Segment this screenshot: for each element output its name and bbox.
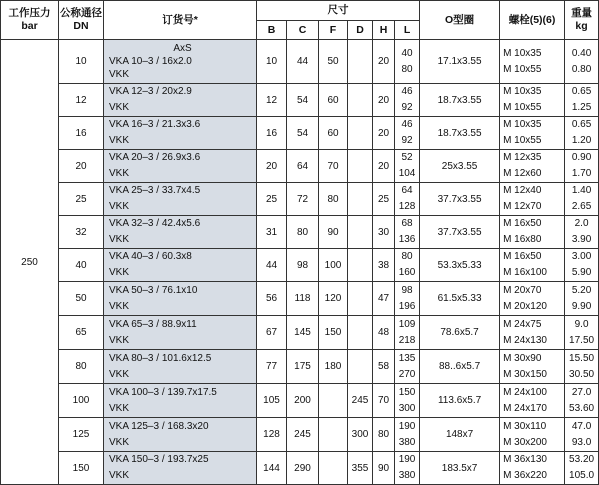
dim-f-value: 80: [319, 183, 348, 216]
table-row: [1, 183, 599, 216]
dim-c-value: 245: [287, 418, 319, 452]
weight-header: 重量 kg: [565, 1, 599, 40]
oring-value: 25x3.55: [420, 150, 500, 183]
oring-header: O型圈: [420, 1, 500, 40]
dim-l-value: [395, 216, 420, 249]
bolt-vkk: M 24x130: [503, 334, 547, 346]
weight-vka: 0.65: [571, 119, 592, 130]
order-vka: VKA 32–3 / 42.4x5.6: [109, 218, 201, 229]
dn-value: 12: [59, 84, 104, 117]
dim-l-vkk: 136: [398, 234, 416, 245]
bolt-vka: M 10x35: [503, 47, 542, 59]
order-number-cell: [104, 117, 257, 150]
weight-vka: 0.40: [571, 47, 592, 59]
oring-value: 88..6x5.7: [420, 350, 500, 384]
dim-c-value: 54: [287, 117, 319, 150]
order-number-header: 订货号*: [104, 1, 257, 40]
bolt-vkk: M 16x100: [503, 267, 547, 278]
dim-b-value: 77: [257, 350, 287, 384]
bolt-vka: M 24x75: [503, 318, 542, 330]
table-body: [1, 40, 599, 485]
order-vkk: VKK: [109, 267, 130, 278]
dim-l-vka: 68: [401, 218, 413, 229]
dim-c-value: 175: [287, 350, 319, 384]
weight-vkk: 1.70: [571, 168, 592, 179]
dim-l-vkk: 128: [398, 201, 416, 212]
weight-value: [565, 452, 599, 485]
dim-b-value: 12: [257, 84, 287, 117]
order-vkk: VKK: [109, 300, 130, 312]
bolt-vka: M 10x35: [503, 86, 542, 97]
order-number-cell: [104, 249, 257, 282]
dim-f-value: [319, 384, 348, 418]
dim-d-value: [348, 84, 373, 117]
weight-value: [565, 216, 599, 249]
dim-l-vka: 64: [401, 185, 413, 196]
table-row: [1, 452, 599, 485]
dim-col-c: C: [287, 21, 319, 40]
order-vka: VKA 65–3 / 88.9x11: [109, 318, 197, 330]
order-number-cell: [104, 282, 257, 316]
dim-f-value: 100: [319, 249, 348, 282]
weight-vka: 47.0: [571, 420, 592, 432]
dim-l-vka: 46: [401, 119, 413, 130]
dim-l-value: [395, 249, 420, 282]
pressure-header: 工作压力 bar: [1, 1, 59, 40]
dim-c-value: 290: [287, 452, 319, 485]
bolt-value: [500, 183, 565, 216]
dim-h-value: 20: [373, 40, 395, 84]
dim-col-f: F: [319, 21, 348, 40]
bolt-vka: M 10x35: [503, 119, 542, 130]
table-row: [1, 316, 599, 350]
dim-l-vka: 150: [398, 386, 416, 398]
dim-h-value: 20: [373, 117, 395, 150]
dim-d-value: 245: [348, 384, 373, 418]
weight-vkk: 105.0: [569, 470, 595, 481]
dn-value: 50: [59, 282, 104, 316]
oring-value: 18.7x3.55: [420, 84, 500, 117]
dim-l-vkk: 380: [398, 470, 416, 481]
bolt-vka: M 12x40: [503, 185, 542, 196]
weight-vka: 0.65: [571, 86, 592, 97]
dim-c-value: 54: [287, 84, 319, 117]
order-vka: VKA 40–3 / 60.3x8: [109, 251, 192, 262]
weight-vka: 3.00: [571, 251, 592, 262]
dim-c-value: 72: [287, 183, 319, 216]
order-vka: VKA 12–3 / 20x2.9: [109, 86, 192, 97]
weight-value: [565, 117, 599, 150]
dim-l-value: [395, 350, 420, 384]
bolt-vkk: M 16x80: [503, 234, 542, 245]
weight-value: [565, 384, 599, 418]
dn-value: 150: [59, 452, 104, 485]
oring-value: 78.6x5.7: [420, 316, 500, 350]
bolt-value: [500, 282, 565, 316]
dim-f-value: [319, 418, 348, 452]
weight-vkk: 93.0: [571, 436, 592, 448]
bolt-vka: M 16x50: [503, 218, 542, 229]
table-row: [1, 216, 599, 249]
dim-l-value: [395, 384, 420, 418]
pressure-value: 250: [1, 40, 59, 485]
bolt-value: [500, 418, 565, 452]
dim-l-value: [395, 117, 420, 150]
dim-col-l: L: [395, 21, 420, 40]
table-row: [1, 249, 599, 282]
order-vka: VKA 100–3 / 139.7x17.5: [109, 386, 217, 398]
weight-vka: 0.90: [571, 152, 592, 163]
bolt-value: [500, 249, 565, 282]
weight-vka: 1.40: [571, 185, 592, 196]
bolt-vkk: M 30x200: [503, 436, 547, 448]
dim-l-vkk: 160: [398, 267, 416, 278]
dim-l-vkk: 92: [401, 102, 413, 113]
bolt-value: [500, 316, 565, 350]
dim-l-vka: 40: [401, 47, 413, 59]
dim-b-value: 144: [257, 452, 287, 485]
oring-value: 148x7: [420, 418, 500, 452]
bolt-vkk: M 36x220: [503, 470, 547, 481]
dim-col-b: B: [257, 21, 287, 40]
bolt-header: 螺栓(5)(6): [500, 1, 565, 40]
dim-d-value: [348, 282, 373, 316]
dim-h-value: 38: [373, 249, 395, 282]
order-vkk: VKK: [109, 201, 130, 212]
table-row: [1, 282, 599, 316]
bolt-vka: M 36x130: [503, 454, 547, 465]
dim-c-value: 98: [287, 249, 319, 282]
dim-f-value: 60: [319, 84, 348, 117]
order-vka: VKA 150–3 / 193.7x25: [109, 454, 209, 465]
table-row: [1, 418, 599, 452]
oring-value: 37.7x3.55: [420, 216, 500, 249]
dim-f-value: 120: [319, 282, 348, 316]
dn-header: 公称通径 DN: [59, 1, 104, 40]
order-vkk: VKK: [109, 368, 130, 380]
bolt-vka: M 30x90: [503, 352, 542, 364]
dim-l-vka: 190: [398, 454, 416, 465]
table-row: [1, 150, 599, 183]
weight-value: [565, 40, 599, 84]
bolt-value: [500, 84, 565, 117]
dn-value: 125: [59, 418, 104, 452]
order-number-cell: [104, 316, 257, 350]
bolt-value: [500, 117, 565, 150]
order-vkk: VKK: [109, 102, 130, 113]
order-vka: VKA 10–3 / 16x2.0: [109, 56, 192, 67]
dim-l-vka: 135: [398, 352, 416, 364]
order-vka: VKA 50–3 / 76.1x10: [109, 284, 198, 296]
bolt-value: [500, 384, 565, 418]
dim-d-value: [348, 40, 373, 84]
weight-vkk: 53.60: [569, 402, 595, 414]
dim-c-value: 64: [287, 150, 319, 183]
weight-vka: 53.20: [569, 454, 595, 465]
dn-value: 32: [59, 216, 104, 249]
dim-c-value: 200: [287, 384, 319, 418]
bolt-vkk: M 10x55: [503, 102, 542, 113]
dim-d-value: [348, 216, 373, 249]
dim-l-vka: 46: [401, 86, 413, 97]
weight-vkk: 30.50: [569, 368, 595, 380]
bolt-vkk: M 20x120: [503, 300, 547, 312]
bolt-vkk: M 12x60: [503, 168, 542, 179]
dim-f-value: [319, 452, 348, 485]
dim-d-value: [348, 183, 373, 216]
bolt-vka: M 12x35: [503, 152, 542, 163]
dim-f-value: 70: [319, 150, 348, 183]
dim-l-vka: 98: [401, 284, 413, 296]
dim-b-value: 31: [257, 216, 287, 249]
order-vkk: VKK: [109, 135, 130, 146]
bolt-value: [500, 40, 565, 84]
order-number-cell: [104, 384, 257, 418]
dim-l-value: [395, 418, 420, 452]
dim-f-value: 150: [319, 316, 348, 350]
dim-l-vka: 80: [401, 251, 413, 262]
weight-value: [565, 183, 599, 216]
dim-h-value: 20: [373, 84, 395, 117]
dim-d-value: 355: [348, 452, 373, 485]
bolt-value: [500, 350, 565, 384]
weight-value: [565, 282, 599, 316]
order-vkk: VKK: [109, 436, 130, 448]
weight-vka: 5.20: [571, 284, 592, 296]
dim-d-value: [348, 249, 373, 282]
dim-l-vkk: 196: [398, 300, 416, 312]
dim-b-value: 20: [257, 150, 287, 183]
order-vka: VKA 80–3 / 101.6x12.5: [109, 352, 212, 364]
dim-l-vkk: 104: [398, 168, 416, 179]
order-vkk: VKK: [109, 69, 130, 80]
table-row: [1, 40, 599, 84]
weight-vkk: 1.25: [571, 102, 592, 113]
weight-vka: 27.0: [571, 386, 592, 398]
dim-h-value: 58: [373, 350, 395, 384]
weight-vkk: 5.90: [571, 267, 592, 278]
dim-f-value: 60: [319, 117, 348, 150]
dim-d-value: [348, 316, 373, 350]
dn-value: 100: [59, 384, 104, 418]
dim-h-value: 48: [373, 316, 395, 350]
weight-vka: 15.50: [569, 352, 595, 364]
weight-value: [565, 316, 599, 350]
order-vkk: VKK: [109, 470, 130, 481]
table-row: [1, 384, 599, 418]
dn-value: 10: [59, 40, 104, 84]
weight-value: [565, 150, 599, 183]
order-vkk: VKK: [109, 234, 130, 245]
bolt-value: [500, 452, 565, 485]
dim-h-value: 47: [373, 282, 395, 316]
dim-l-value: [395, 316, 420, 350]
dn-value: 80: [59, 350, 104, 384]
bolt-vka: M 24x100: [503, 386, 547, 398]
dn-value: 20: [59, 150, 104, 183]
table-row: [1, 350, 599, 384]
weight-value: [565, 350, 599, 384]
order-number-cell: [104, 418, 257, 452]
order-number-cell: [104, 452, 257, 485]
weight-vkk: 0.80: [571, 63, 592, 75]
dim-c-value: 80: [287, 216, 319, 249]
dim-b-value: 10: [257, 40, 287, 84]
weight-vkk: 2.65: [571, 201, 592, 212]
dim-c-value: 118: [287, 282, 319, 316]
dim-l-value: [395, 84, 420, 117]
oring-value: 17.1x3.55: [420, 40, 500, 84]
dim-f-value: 50: [319, 40, 348, 84]
dim-b-value: 105: [257, 384, 287, 418]
dim-col-h: H: [373, 21, 395, 40]
dn-value: 40: [59, 249, 104, 282]
dim-b-value: 25: [257, 183, 287, 216]
dim-l-value: [395, 40, 420, 84]
order-number-cell: [104, 40, 257, 84]
dim-b-value: 128: [257, 418, 287, 452]
dim-col-d: D: [348, 21, 373, 40]
table-row: [1, 117, 599, 150]
weight-value: [565, 84, 599, 117]
dim-c-value: 44: [287, 40, 319, 84]
dim-d-value: [348, 150, 373, 183]
weight-vkk: 3.90: [571, 234, 592, 245]
dim-f-value: 90: [319, 216, 348, 249]
dn-value: 16: [59, 117, 104, 150]
order-vkk: VKK: [109, 334, 130, 346]
dim-b-value: 56: [257, 282, 287, 316]
dim-b-value: 67: [257, 316, 287, 350]
oring-value: 61.5x5.33: [420, 282, 500, 316]
oring-value: 18.7x3.55: [420, 117, 500, 150]
weight-vka: 9.0: [574, 318, 589, 330]
weight-vkk: 17.50: [569, 334, 595, 346]
dim-l-vkk: 380: [398, 436, 416, 448]
bolt-vkk: M 10x55: [503, 135, 542, 146]
order-vka: VKA 25–3 / 33.7x4.5: [109, 185, 201, 196]
dim-d-value: 300: [348, 418, 373, 452]
dim-l-vkk: 80: [401, 63, 413, 75]
bolt-value: [500, 150, 565, 183]
dim-l-value: [395, 150, 420, 183]
axs-label: AxS: [173, 43, 192, 54]
dim-h-value: 90: [373, 452, 395, 485]
oring-value: 113.6x5.7: [420, 384, 500, 418]
dimensions-header: 尺寸: [257, 1, 420, 21]
bolt-vka: M 30x110: [503, 420, 547, 432]
dim-l-vkk: 218: [398, 334, 416, 346]
order-number-cell: [104, 84, 257, 117]
bolt-value: [500, 216, 565, 249]
order-number-cell: [104, 150, 257, 183]
bolt-vka: M 20x70: [503, 284, 542, 296]
dim-h-value: 20: [373, 150, 395, 183]
dn-value: 65: [59, 316, 104, 350]
bolt-vka: M 16x50: [503, 251, 542, 262]
order-vkk: VKK: [109, 168, 130, 179]
dim-l-vkk: 270: [398, 368, 416, 380]
dim-l-vka: 52: [401, 152, 413, 163]
oring-value: 183.5x7: [420, 452, 500, 485]
dim-l-vka: 109: [398, 318, 416, 330]
dim-l-value: [395, 452, 420, 485]
table-row: [1, 84, 599, 117]
order-vka: VKA 125–3 / 168.3x20: [109, 420, 209, 432]
dim-c-value: 145: [287, 316, 319, 350]
bolt-vkk: M 12x70: [503, 201, 542, 212]
bolt-vkk: M 30x150: [503, 368, 547, 380]
weight-value: [565, 249, 599, 282]
dim-h-value: 25: [373, 183, 395, 216]
dim-f-value: 180: [319, 350, 348, 384]
dim-d-value: [348, 350, 373, 384]
dim-d-value: [348, 117, 373, 150]
weight-value: [565, 418, 599, 452]
weight-vkk: 1.20: [571, 135, 592, 146]
oring-value: 37.7x3.55: [420, 183, 500, 216]
dim-b-value: 16: [257, 117, 287, 150]
weight-vka: 2.0: [574, 218, 589, 229]
dim-l-value: [395, 183, 420, 216]
dim-l-vka: 190: [398, 420, 416, 432]
dim-l-vkk: 300: [398, 402, 416, 414]
oring-value: 53.3x5.33: [420, 249, 500, 282]
dim-h-value: 80: [373, 418, 395, 452]
dim-b-value: 44: [257, 249, 287, 282]
order-number-cell: [104, 350, 257, 384]
weight-vkk: 9.90: [571, 300, 592, 312]
dim-l-vkk: 92: [401, 135, 413, 146]
dim-l-value: [395, 282, 420, 316]
order-vka: VKA 20–3 / 26.9x3.6: [109, 152, 201, 163]
order-vkk: VKK: [109, 402, 130, 414]
order-vka: VKA 16–3 / 21.3x3.6: [109, 119, 201, 130]
bolt-vkk: M 10x55: [503, 63, 542, 75]
dim-h-value: 30: [373, 216, 395, 249]
dn-value: 25: [59, 183, 104, 216]
order-number-cell: [104, 183, 257, 216]
order-number-cell: [104, 216, 257, 249]
dim-h-value: 70: [373, 384, 395, 418]
bolt-vkk: M 24x170: [503, 402, 547, 414]
